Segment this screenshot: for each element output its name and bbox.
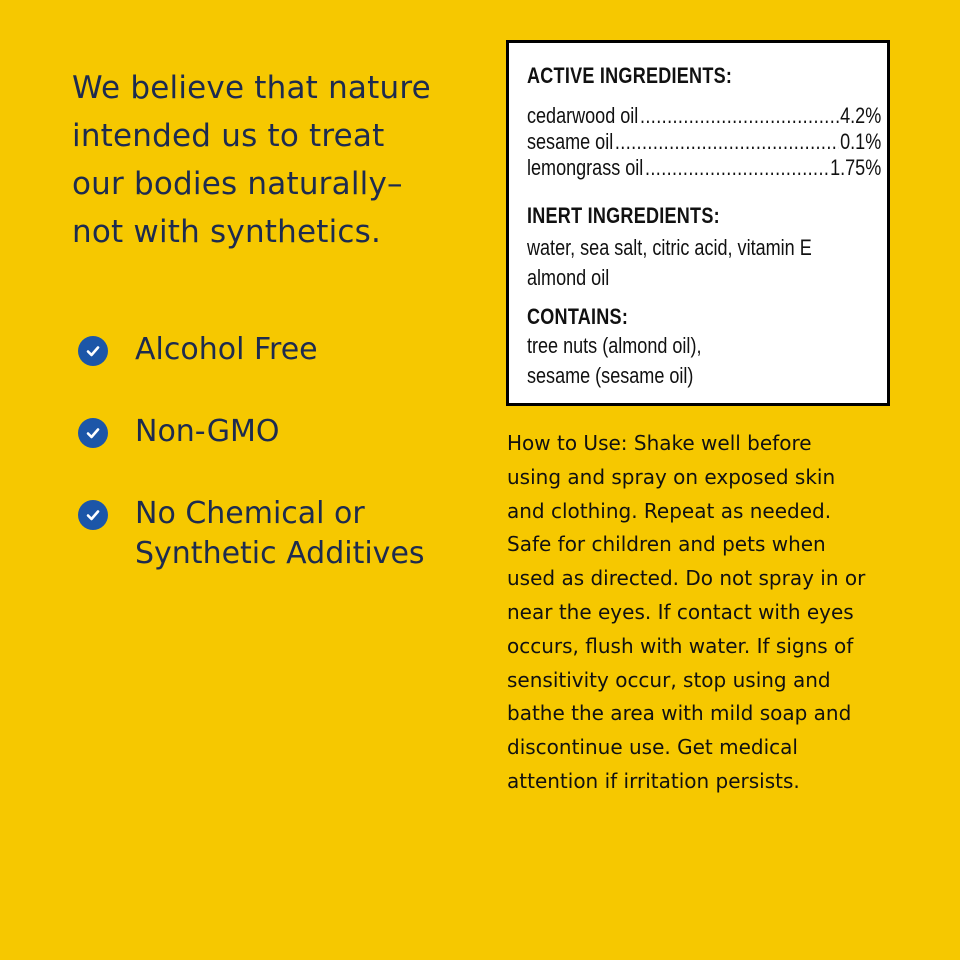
feature-non-gmo: [78, 412, 455, 452]
how-to-line: used as directed. Do not spray in or: [507, 566, 866, 591]
how-to-use-text: [507, 427, 917, 799]
contains-line: sesame (sesame oil): [527, 363, 694, 388]
how-to-line: bathe the area with mild soap and: [507, 701, 852, 726]
how-to-line: near the eyes. If contact with eyes: [507, 599, 854, 624]
inert-ingredients-heading: INERT INGREDIENTS:: [527, 203, 720, 228]
check-circle-icon: [78, 500, 108, 530]
ingredients-label: [506, 40, 890, 406]
how-to-line: How to Use: Shake well before: [507, 431, 812, 455]
ingredient-amount: 1.75%: [830, 155, 882, 180]
active-ingredients-heading: ACTIVE INGREDIENTS:: [527, 63, 733, 88]
check-circle-icon: [78, 336, 108, 366]
ingredient-name: cedarwood oil: [527, 103, 639, 128]
feature-alcohol-free: [78, 330, 455, 370]
inert-ingredients-text: [527, 233, 896, 293]
feature-label-line: No Chemical or: [135, 496, 365, 531]
feature-label-line: Synthetic Additives: [135, 536, 425, 571]
active-ingredient-row: [527, 130, 881, 154]
contains-heading: CONTAINS:: [527, 304, 629, 329]
feature-label: [135, 330, 455, 370]
active-ingredient-row: [527, 104, 881, 128]
feature-label: [135, 494, 455, 574]
feature-label-line: Non-GMO: [135, 414, 280, 449]
tagline-line: We believe that nature: [72, 70, 431, 106]
tagline-line: our bodies naturally–: [72, 166, 403, 202]
how-to-line: and clothing. Repeat as needed.: [507, 498, 832, 523]
ingredient-name: sesame oil: [527, 129, 614, 154]
leader-dots: [615, 130, 839, 154]
how-to-line: occurs, flush with water. If signs of: [507, 633, 854, 658]
active-ingredient-row: [527, 156, 881, 180]
tagline-line: not with synthetics.: [72, 214, 382, 250]
leader-dots: [645, 156, 828, 180]
check-circle-icon: [78, 418, 108, 448]
inert-line: almond oil: [527, 265, 610, 290]
feature-label: [135, 412, 455, 452]
tagline: [72, 64, 472, 256]
feature-no-chemical-additives: [78, 494, 455, 574]
leader-dots: [640, 104, 839, 128]
how-to-line: sensitivity occur, stop using and: [507, 667, 831, 692]
inert-line: water, sea salt, citric acid, vitamin E: [527, 235, 812, 260]
how-to-line: attention if irritation persists.: [507, 768, 800, 793]
ingredient-name: lemongrass oil: [527, 155, 644, 180]
how-to-line: using and spray on exposed skin: [507, 464, 836, 489]
how-to-line: Safe for children and pets when: [507, 532, 826, 557]
ingredient-amount: 4.2%: [840, 103, 882, 128]
tagline-line: intended us to treat: [72, 118, 385, 154]
how-to-line: discontinue use. Get medical: [507, 735, 798, 760]
contains-line: tree nuts (almond oil),: [527, 333, 702, 358]
contains-text: [527, 331, 896, 391]
feature-label-line: Alcohol Free: [135, 332, 318, 367]
ingredient-amount: 0.1%: [840, 129, 882, 154]
